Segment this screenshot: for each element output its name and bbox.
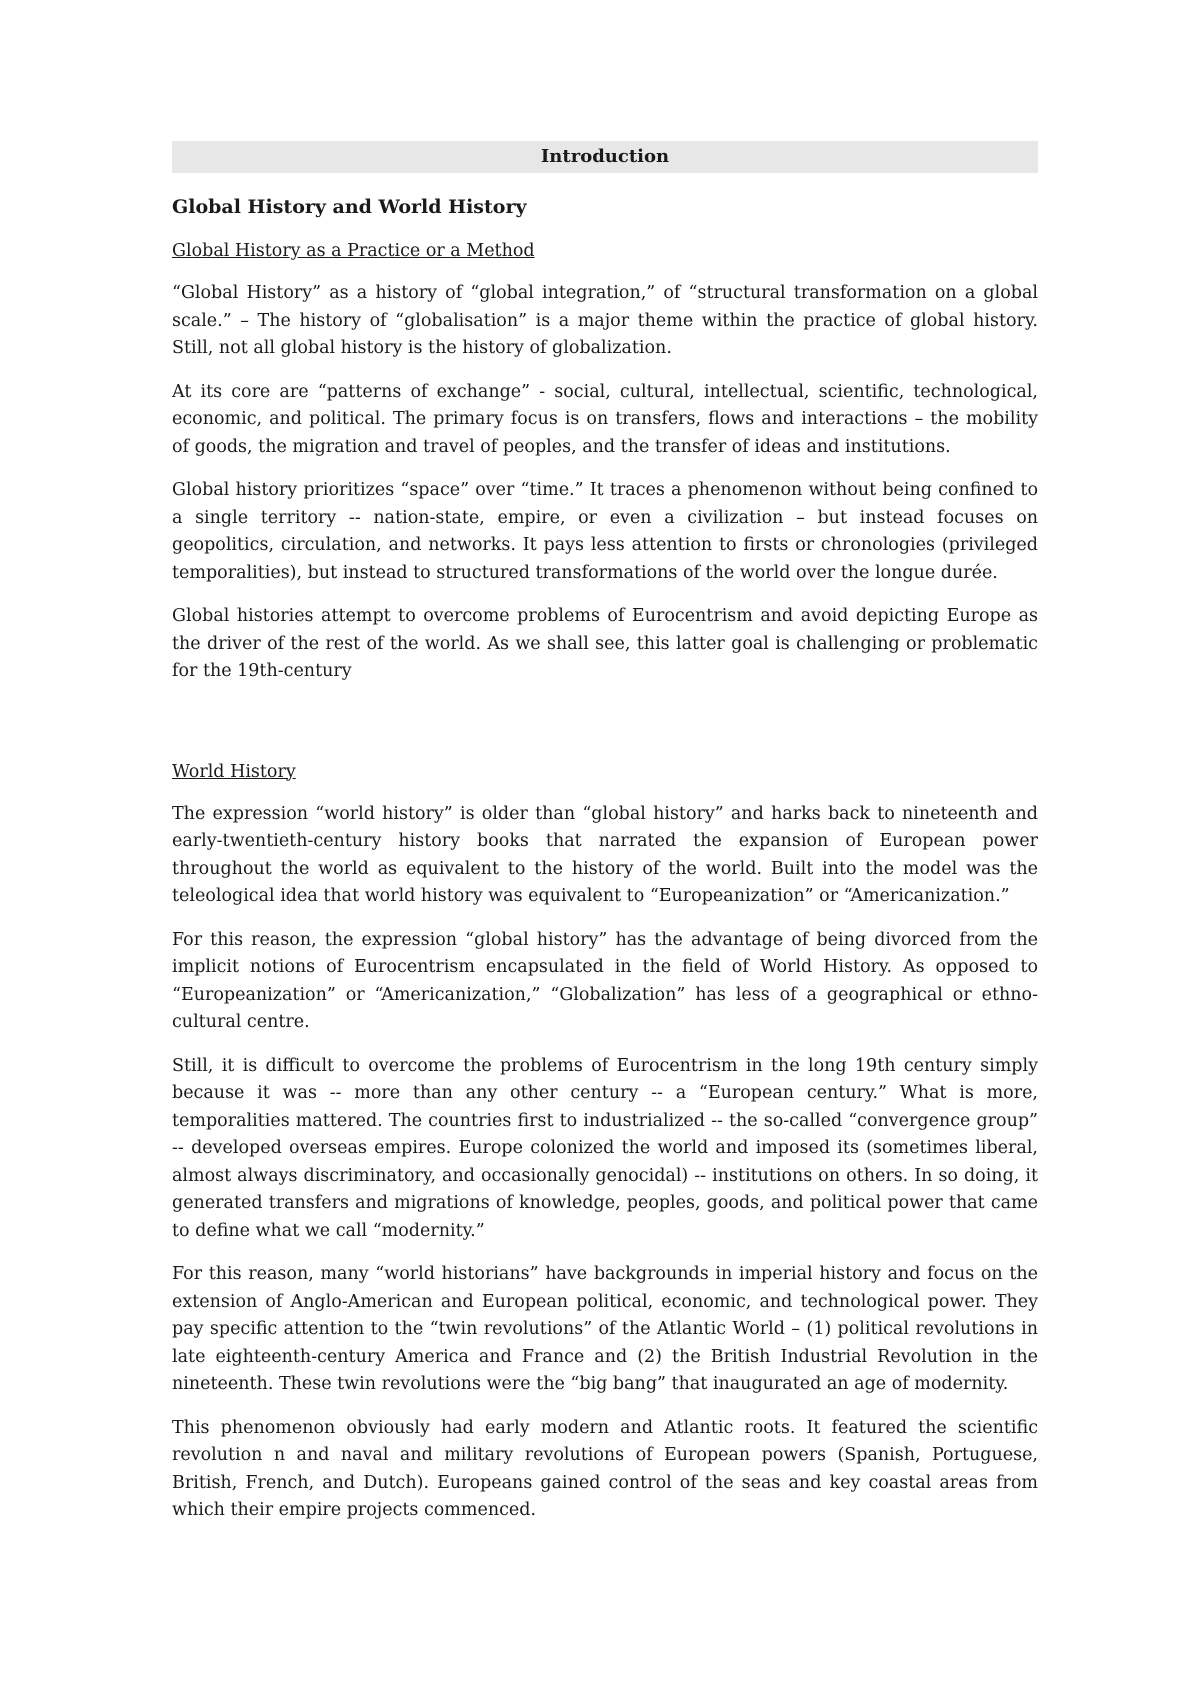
paragraph: Global history prioritizes “space” over “time.” It traces a phenomenon without being confined to a single territory -- nation-state, empire, or even a civilization – but instead focuses on geopolitics, circulation, and networks. It pays less attention to firsts or chronologies (privileged temporalities), but instead to structured transformations of the world over the longue durée.	[172, 480, 1038, 583]
document-title: Introduction	[172, 141, 1038, 173]
paragraph: The expression “world history” is older than “global history” and harks back to nineteenth and early-twentieth-century history books that narrated the expansion of European power throughout the world as equivalent to the history of the world. Built into the model was the teleological idea that world history was equivalent to “Europeanization” or “Americanization.”	[172, 803, 1038, 906]
section-spacer	[172, 702, 1038, 758]
section-heading: Global History and World History	[172, 196, 527, 218]
subheading-global-history-method: Global History as a Practice or a Method	[172, 241, 535, 261]
subheading-world-history: World History	[172, 761, 296, 782]
document-page	[172, 141, 1038, 1541]
paragraph: This phenomenon obviously had early modern and Atlantic roots. It featured the scientific revolution n and naval and military revolutions of European powers (Spanish, Portuguese, British, French, and Dutch). Europeans gained control of the seas and key coastal areas from which their empire projects commenced.	[172, 1417, 1038, 1520]
paragraph: “Global History” as a history of “global integration,” of “structural transformation on a global scale.” – The history of “globalisation” is a major theme within the practice of global history. Still, not all global history is the history of globalization.	[172, 283, 1038, 358]
paragraph: For this reason, many “world historians” have backgrounds in imperial history and focus on the extension of Anglo-American and European political, economic, and technological power. They pay specific attention to the “twin revolutions” of the Atlantic World – (1) political revolutions in late eighteenth-century America and France and (2) the British Industrial Revolution in the nineteenth. These twin revolutions were the “big bang” that inaugurated an age of modernity.	[172, 1264, 1038, 1394]
paragraph: Still, it is difficult to overcome the problems of Eurocentrism in the long 19th century simply because it was -- more than any other century -- a “European century.” What is more, temporalities mattered. The countries first to industrialized -- the so-called “convergence group” -- developed overseas empires. Europe colonized the world and imposed its (sometimes liberal, almost always discriminatory, and occasionally genocidal) -- institutions on others. In so doing, it generated transfers and migrations of knowledge, peoples, goods, and political power that came to define what we call “modernity.”	[172, 1055, 1038, 1241]
paragraph: At its core are “patterns of exchange” - social, cultural, intellectual, scientific, technological, economic, and political. The primary focus is on transfers, flows and interactions – the mobility of goods, the migration and travel of peoples, and the transfer of ideas and institutions.	[172, 381, 1038, 457]
paragraph: Global histories attempt to overcome problems of Eurocentrism and avoid depicting Europe as the driver of the rest of the world. As we shall see, this latter goal is challenging or problematic for the 19th-century	[172, 606, 1038, 681]
paragraph: For this reason, the expression “global history” has the advantage of being divorced from the implicit notions of Eurocentrism encapsulated in the field of World History. As opposed to “Europeanization” or “Americanization,” “Globalization” has less of a geographical or ethno-cultural centre.	[172, 929, 1038, 1032]
